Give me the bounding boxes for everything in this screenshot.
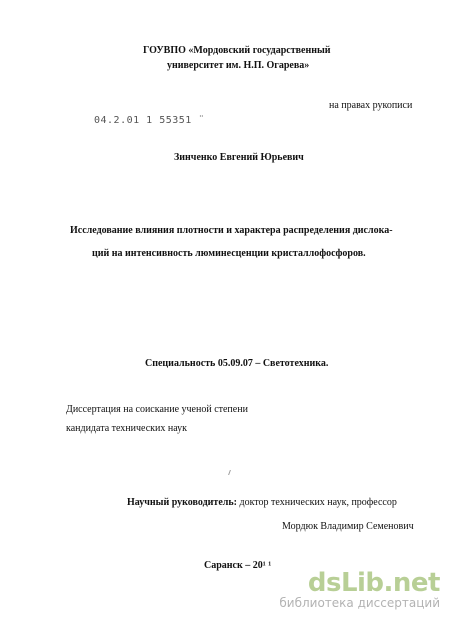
dissertation-line-2: кандидата технических наук [66,423,188,434]
dissertation-line-1: Диссертация на соискание ученой степени [66,404,248,415]
watermark-logo: dsLib.net [307,568,440,598]
title-line-2: ций на интенсивность люминесценции кристаллофосфоров. [92,248,366,259]
title-line-1: Исследование влияния плотности и характера распределения дислока- [70,225,393,236]
watermark-subtitle: библиотека диссертаций [279,596,440,610]
header-line-2: университет им. Н.П. Огарева» [167,60,310,71]
header-line-1: ГОУВПО «Мордовский государственный [143,45,331,56]
supervisor-degree: доктор технических наук, профессор [237,497,397,508]
city-year: Саранск – 20¹ ¹ [204,560,272,571]
supervisor-name: Мордюк Владимир Семенович [282,521,414,532]
specialty: Специальность 05.09.07 – Светотехника. [145,358,329,369]
inventory-stamp: 04.2.01 1 55351 ¨ [94,115,205,126]
rights-note: на правах рукописи [329,100,413,111]
supervisor-line [127,497,397,509]
supervisor-label: Научный руководитель: [127,497,237,508]
author-name: Зинченко Евгений Юрьевич [174,152,304,163]
pen-mark [228,470,234,475]
dslib-watermark [279,570,440,610]
